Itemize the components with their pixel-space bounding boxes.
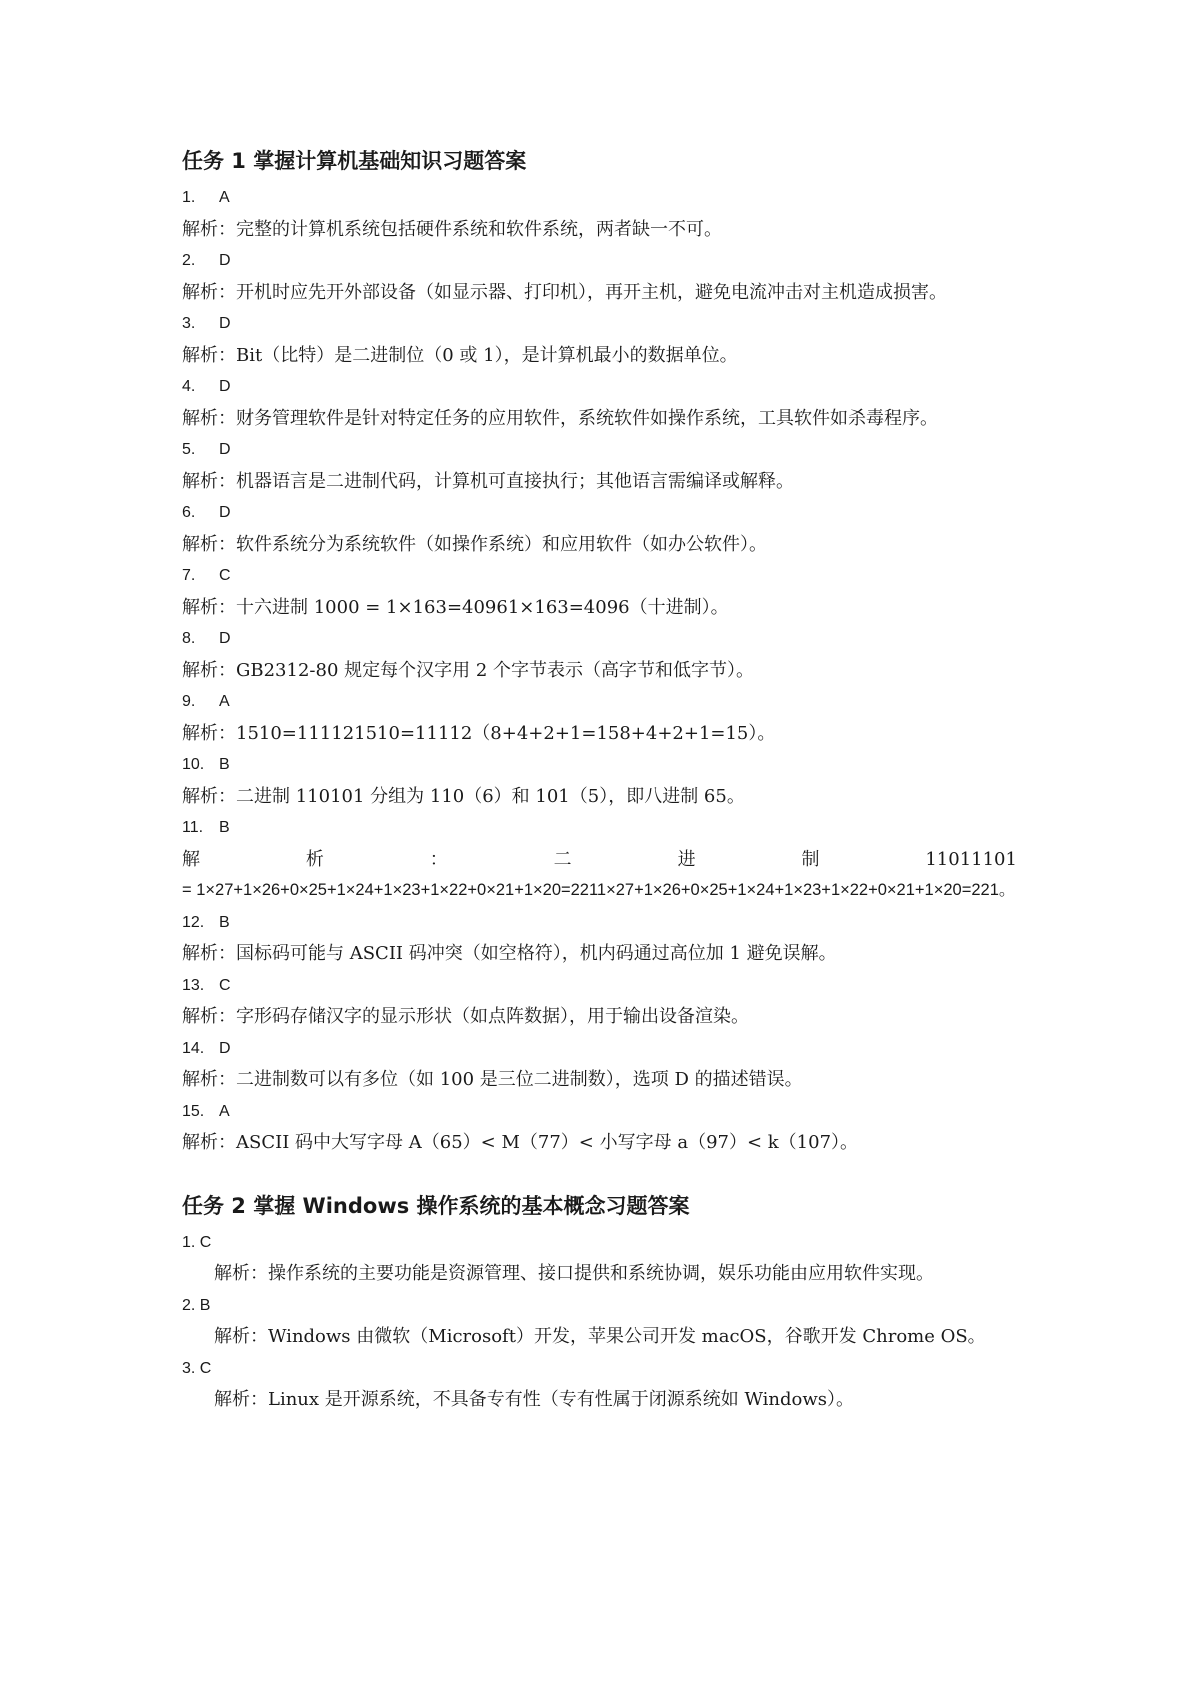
- answer-letter: B: [219, 913, 230, 931]
- answer-line: [182, 371, 1017, 403]
- answer-letter: D: [219, 1039, 231, 1057]
- explanation: [182, 340, 1017, 372]
- section-task-1: [182, 140, 1017, 1159]
- explanation-label: 解析：: [182, 281, 236, 303]
- question-number: 10.: [182, 756, 205, 773]
- answer-line: [182, 1353, 1017, 1385]
- explanation-label: 解析：: [214, 1263, 268, 1284]
- answer-letter: D: [219, 315, 231, 332]
- explanation: [182, 403, 1017, 435]
- explanation: [182, 781, 1017, 813]
- explanation-text: = 1×27+1×26+0×25+1×24+1×23+1×22+0×21+1×20=2211×27+1×26+0×25+1×24+1×23+1×22+0×21+1×20=221。: [182, 881, 1016, 899]
- section-title: 任务 1 掌握计算机基础知识习题答案: [182, 149, 527, 173]
- explanation-text: 完整的计算机系统包括硬件系统和软件系统，两者缺一不可。: [236, 218, 722, 240]
- answer-item: [182, 434, 1017, 497]
- explanation: [182, 529, 1017, 561]
- question-number: 12.: [182, 913, 205, 931]
- answer-letter: C: [219, 976, 231, 994]
- answer-line: [182, 182, 1017, 214]
- explanation-text: 国标码可能与 ASCII 码冲突（如空格符），机内码通过高位加 1 避免误解。: [236, 943, 837, 964]
- explanation-label: 解析：: [182, 1006, 236, 1027]
- explanation: [182, 938, 1017, 970]
- answer-item: [182, 970, 1017, 1033]
- question-number: 2.: [182, 1296, 196, 1314]
- question-number: 15.: [182, 1102, 205, 1120]
- answer-line: [182, 1033, 1017, 1065]
- explanation: [182, 1001, 1017, 1033]
- answer-item: [182, 907, 1017, 970]
- answer-item: [182, 749, 1017, 812]
- explanation-token: ：: [429, 848, 448, 870]
- question-number: 7.: [182, 567, 196, 584]
- explanation: [182, 592, 1017, 624]
- explanation-label: 解析：: [182, 722, 236, 744]
- section-task-2: [182, 1185, 1017, 1416]
- answer-item: [182, 182, 1017, 245]
- question-number: 9.: [182, 693, 196, 710]
- answer-letter: D: [219, 504, 231, 521]
- question-number: 11.: [182, 819, 204, 836]
- answer-item: [182, 560, 1017, 623]
- explanation: [182, 1321, 1017, 1353]
- answer-item: [182, 245, 1017, 308]
- explanation: [182, 1064, 1017, 1096]
- explanation-label: 解析：: [182, 470, 236, 492]
- answer-letter: B: [199, 1296, 211, 1314]
- question-number: 2.: [182, 252, 196, 269]
- answer-line: [182, 812, 1017, 844]
- explanation: [182, 1127, 1017, 1159]
- explanation-text: 开机时应先开外部设备（如显示器、打印机），再开主机，避免电流冲击对主机造成损害。: [236, 281, 947, 303]
- section-title: 任务 2 掌握 Windows 操作系统的基本概念习题答案: [182, 1193, 690, 1218]
- answer-line: [182, 686, 1017, 718]
- answer-line: [182, 970, 1017, 1002]
- answer-item: [182, 1096, 1017, 1159]
- explanation-text: 字形码存储汉字的显示形状（如点阵数据），用于输出设备渲染。: [236, 1006, 749, 1027]
- explanation-text: 二进制 110101 分组为 110（6）和 101（5），即八进制 65。: [236, 785, 745, 807]
- answer-item: [182, 1290, 1017, 1353]
- answer-letter: D: [219, 630, 231, 647]
- answer-letter: C: [199, 1233, 212, 1251]
- answer-letter: B: [219, 819, 230, 836]
- explanation-text: Linux 是开源系统，不具备专有性（专有性属于闭源系统如 Windows）。: [268, 1389, 855, 1410]
- answer-line: [182, 245, 1017, 277]
- explanation-text: 二进制数可以有多位（如 100 是三位二进制数），选项 D 的描述错误。: [236, 1069, 803, 1090]
- answer-line: [182, 1290, 1017, 1322]
- explanation-token: 进: [677, 848, 696, 870]
- answer-letter: A: [219, 1102, 230, 1120]
- answer-letter: D: [219, 252, 231, 269]
- explanation-text: Bit（比特）是二进制位（0 或 1），是计算机最小的数据单位。: [236, 344, 738, 366]
- explanation: [182, 214, 1017, 246]
- answer-line: [182, 560, 1017, 592]
- answer-line: [182, 907, 1017, 939]
- question-number: 1.: [182, 1233, 196, 1251]
- answer-letter: A: [219, 693, 230, 710]
- answer-item: [182, 686, 1017, 749]
- explanation-label: 解析：: [214, 1326, 268, 1347]
- answer-line: [182, 749, 1017, 781]
- answer-letter: C: [199, 1359, 212, 1377]
- explanation-token: 制: [801, 848, 820, 870]
- explanation-label: 解析：: [214, 1389, 268, 1410]
- explanation-text: 1510=111121510=11112（8+4+2+1=158+4+2+1=15）。: [236, 722, 776, 744]
- answer-letter: C: [219, 567, 231, 584]
- answer-item: [182, 308, 1017, 371]
- answer-item: [182, 1227, 1017, 1290]
- explanation-label: 解析：: [182, 943, 236, 964]
- explanation-text: 十六进制 1000 = 1×163=40961×163=4096（十进制）。: [236, 596, 729, 618]
- question-number: 6.: [182, 504, 196, 521]
- explanation-text: 软件系统分为系统软件（如操作系统）和应用软件（如办公软件）。: [236, 533, 767, 555]
- explanation-text: GB2312-80 规定每个汉字用 2 个字节表示（高字节和低字节）。: [236, 659, 755, 681]
- explanation-text: 财务管理软件是针对特定任务的应用软件，系统软件如操作系统，工具软件如杀毒程序。: [236, 407, 938, 429]
- explanation-label: 解析：: [182, 407, 236, 429]
- question-number: 3.: [182, 315, 196, 332]
- explanation-label: 解析：: [182, 785, 236, 807]
- explanation: [182, 466, 1017, 498]
- answer-letter: A: [219, 189, 230, 206]
- answer-item: [182, 497, 1017, 560]
- answer-line: [182, 497, 1017, 529]
- document-page: [182, 140, 1017, 1416]
- question-number: 1.: [182, 189, 196, 206]
- answer-list: [182, 1227, 1017, 1416]
- explanation-token: 析: [305, 848, 324, 870]
- explanation: [182, 1384, 1017, 1416]
- explanation-label: 解析：: [182, 659, 236, 681]
- question-number: 3.: [182, 1359, 196, 1377]
- explanation-label: 解析：: [182, 218, 236, 240]
- explanation-label: 解析：: [182, 344, 236, 366]
- explanation: [182, 718, 1017, 750]
- explanation-text: 操作系统的主要功能是资源管理、接口提供和系统协调，娱乐功能由应用软件实现。: [268, 1263, 934, 1284]
- question-number: 13.: [182, 976, 205, 994]
- answer-item: [182, 623, 1017, 686]
- answer-line: [182, 1096, 1017, 1128]
- explanation-label: 解析：: [182, 1069, 236, 1090]
- question-number: 5.: [182, 441, 196, 458]
- answer-letter: B: [219, 756, 230, 773]
- explanation-text: 机器语言是二进制代码，计算机可直接执行；其他语言需编译或解释。: [236, 470, 794, 492]
- question-number: 8.: [182, 630, 196, 647]
- explanation-text: ASCII 码中大写字母 A（65）< M（77）< 小写字母 a（97）< k（107）。: [236, 1132, 859, 1153]
- answer-letter: D: [219, 441, 231, 458]
- answer-item: [182, 1033, 1017, 1096]
- explanation-label: 解析：: [182, 1132, 236, 1153]
- answer-line: [182, 434, 1017, 466]
- answer-line: [182, 1227, 1017, 1259]
- answer-list: [182, 182, 1017, 1159]
- explanation-token: 11011101: [925, 848, 1017, 870]
- explanation-label: 解析：: [182, 533, 236, 555]
- question-number: 4.: [182, 378, 196, 395]
- answer-item: [182, 371, 1017, 434]
- answer-line: [182, 308, 1017, 340]
- explanation-token: 解: [182, 848, 200, 870]
- explanation: [182, 655, 1017, 687]
- answer-letter: D: [219, 378, 231, 395]
- explanation-text: Windows 由微软（Microsoft）开发，苹果公司开发 macOS，谷歌开发 Chrome OS。: [268, 1326, 986, 1347]
- answer-item: [182, 1353, 1017, 1416]
- answer-item: [182, 812, 1017, 907]
- explanation-line: [182, 844, 1017, 876]
- explanation: [182, 1258, 1017, 1290]
- explanation-token: 二: [553, 848, 572, 870]
- answer-line: [182, 623, 1017, 655]
- explanation: [182, 277, 1017, 309]
- question-number: 14.: [182, 1039, 205, 1057]
- explanation-label: 解析：: [182, 596, 236, 618]
